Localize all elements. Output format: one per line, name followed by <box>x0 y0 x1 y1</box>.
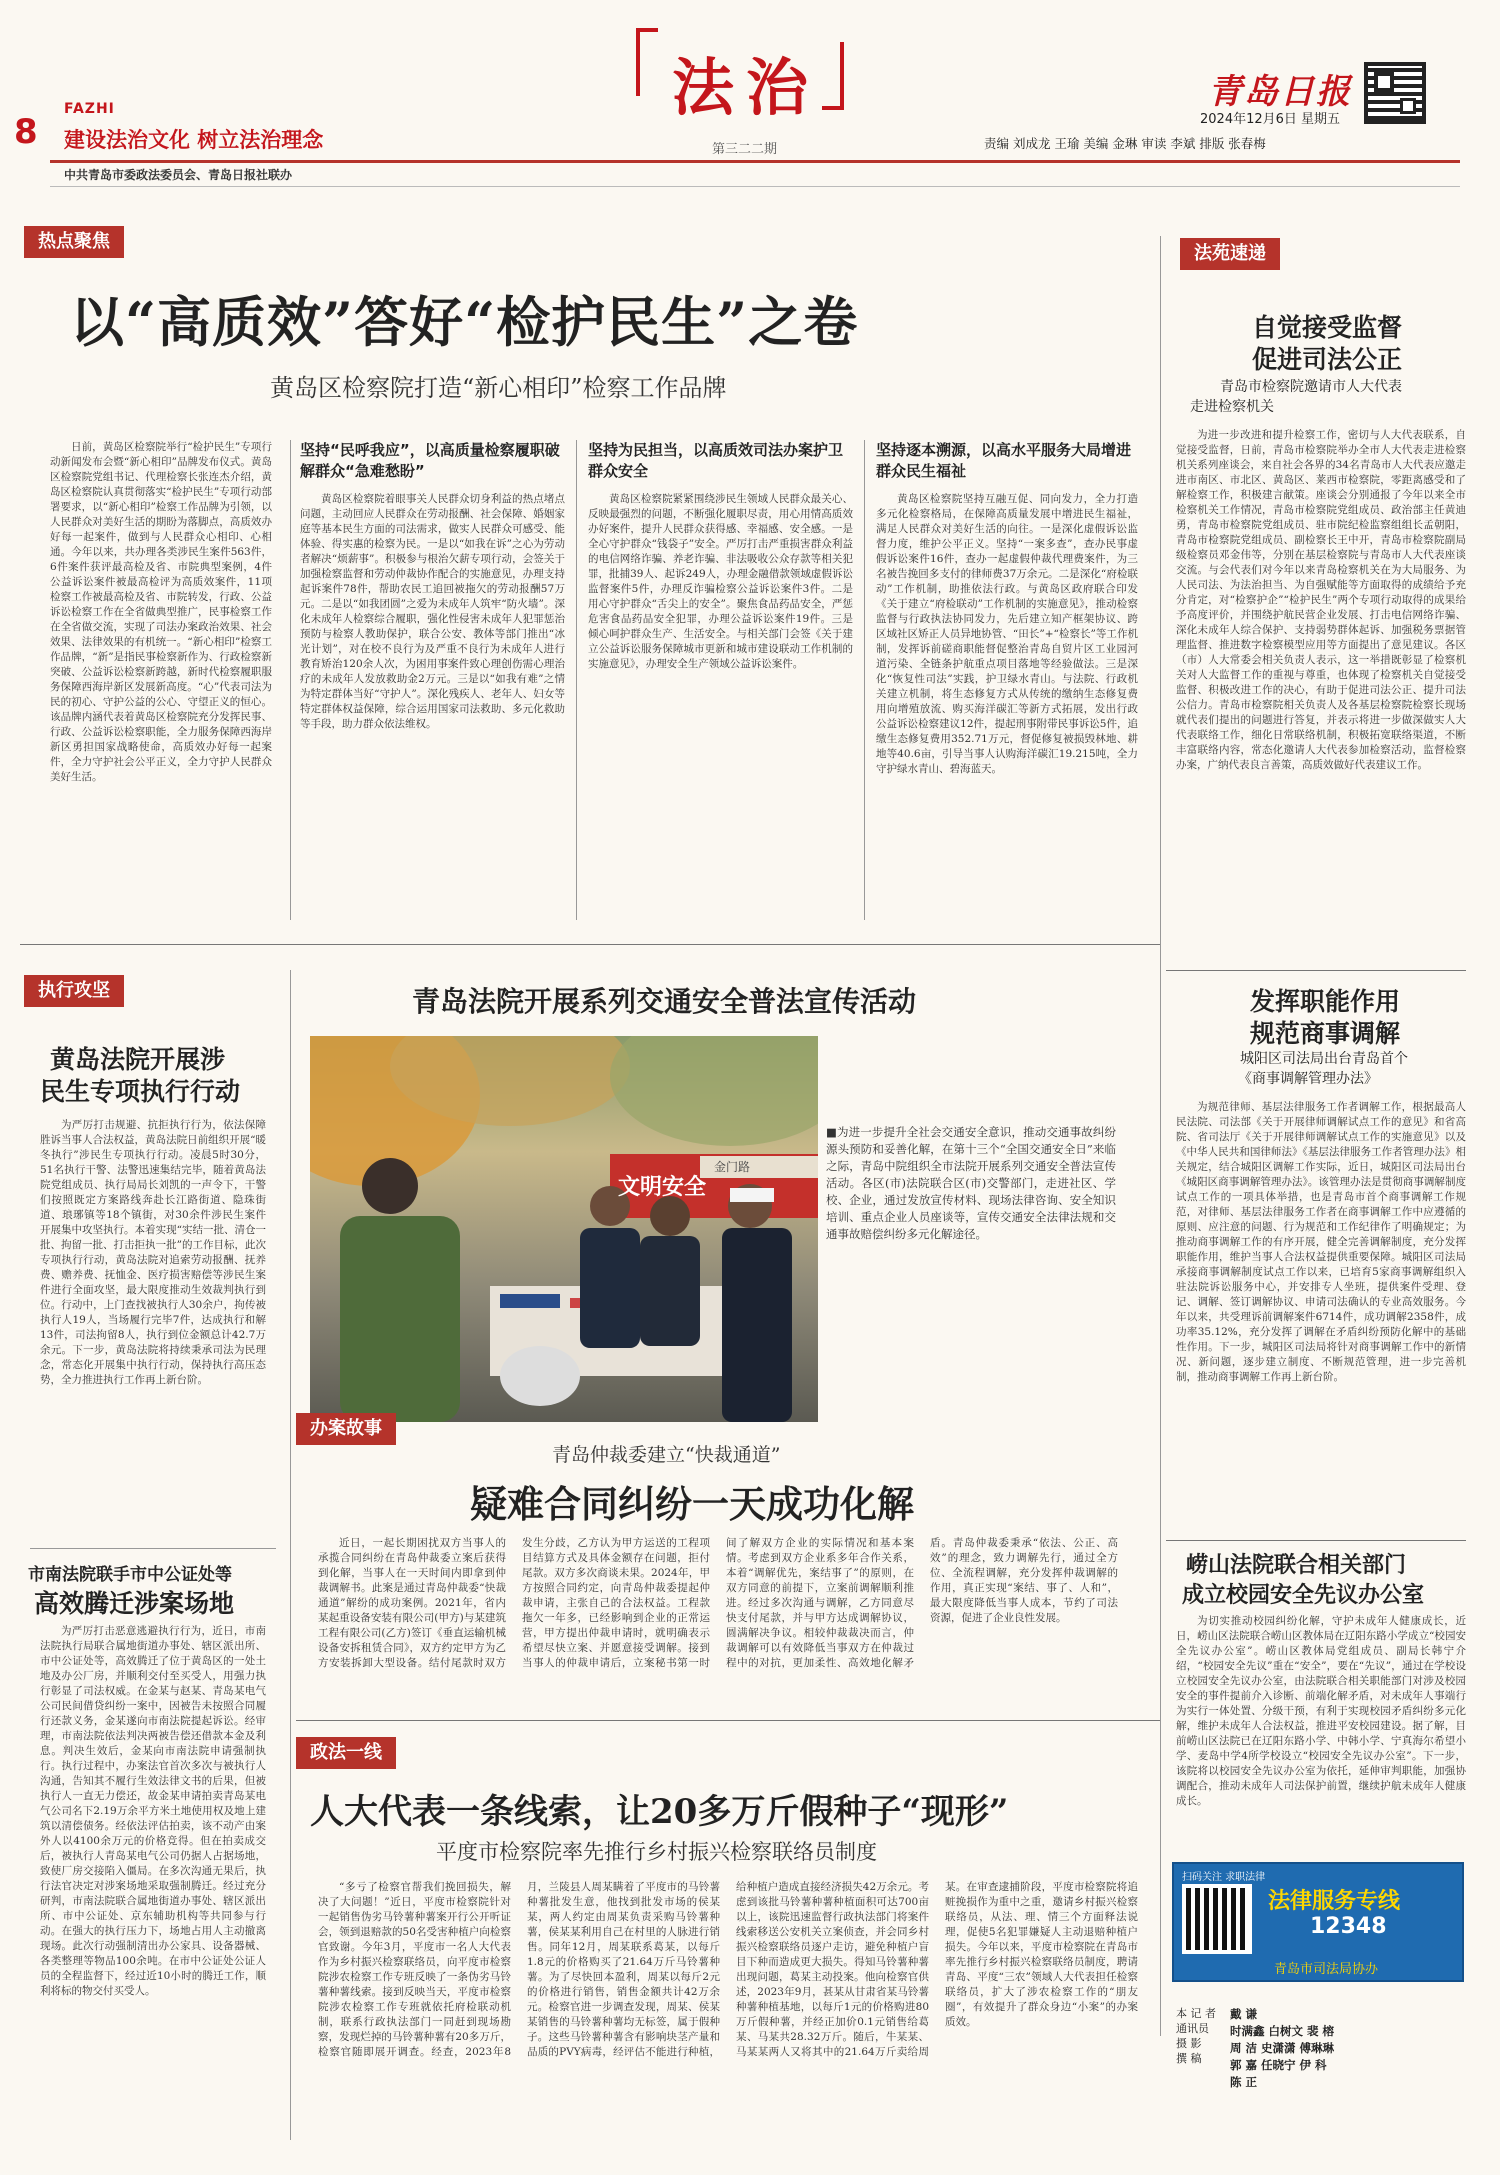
credit-label-reporter: 本 记 者 <box>1176 2007 1216 2020</box>
masthead-rule <box>50 160 1460 163</box>
masthead <box>0 0 1500 182</box>
news-photo <box>310 1036 818 1422</box>
exec-a1-title-1: 黄岛法院开展涉 <box>50 1045 226 1074</box>
right-low-headline-2: 成立校园安全先议办公室 <box>1182 1582 1425 1608</box>
column-3-title: 坚持逐本溯源，以高水平服务大局增进群众民生福祉 <box>876 441 1132 480</box>
right-low-text: 为切实推动校园纠纷化解，守护未成年人健康成长，近日，崂山区法院联合崂山区教体局在辽阳东路小学成立“校园安全先议办公室”。崂山区教体局党组成员、副局长韩宁介绍，“校园安全先议”重在“安全”，要在“先议”，通过在学校设立校园安全先议办公室，由法院联合相关职能部门对涉及校园安全的事件提前介入诊断、前端化解矛盾，对未成年人事端行为实行一体处置、分级干预，有利于实现校园矛盾纠纷多元化解，维护未成年人合法权益，推进平安校园建设。据了解，目前崂山区法院已在辽阳东路小学、中韩小学、宁真海尔希望小学、麦岛中学4所学校设立“校园安全先议办公室”。下一步，该院将以校园安全先议办公室为依托，延伸审判职能，加强协调配合，推动未成年人司法保护前置，继续护航未成年人健康成长。 <box>1176 1615 1466 1807</box>
exec-a2-title-1: 市南法院联手市中公证处等 <box>28 1565 232 1585</box>
tag-law-express: 法苑速递 <box>1180 238 1280 270</box>
tag-execution: 执行攻坚 <box>24 975 124 1007</box>
qr-code-masthead <box>1364 62 1426 124</box>
exec-a2-text: 为严厉打击恶意逃避执行行为，近日，市南法院执行局联合属地街道办事处、辖区派出所、市中公证处等，高效腾迁了位于黄岛区的一处土地及办公厂房，并顺利交付至买受人，用强力执行彰显了司法权威。在金某与赵某、青岛某电气公司民间借贷纠纷一案中，因被告未按照合同履行还款义务，金某遂向市南法院提起诉讼。经审理，市南法院依法判决两被告偿还借款本金及利息。判决生效后，金某向市南法院申请强制执行。执行过程中，办案法官首次多次与被执行人沟通，告知其不履行生效法律文书的后果，但被执行人一直无力偿还，故金某申请拍卖青岛某电气公司名下2.19万余平方米土地使用权及地上建筑以清偿债务。经依法评估拍卖，该不动产由案外人以4100余万元的价格竞得。但在拍卖成交后，被执行人青岛某电气公司仍据人占据场地，致使厂房交接陷入僵局。在多次沟通无果后，执行法官决定对涉案场地采取强制腾迁。经过充分研判，市南法院联合属地街道办事处、辖区派出所、市中公证处、京东辅助机构等共同参与行动。在强大的执行压力下，场地占用人主动撤离现场。此次行动强制清出办公家具、设备器械、各类整理等物品100余吨。在市中公证处公证人员的全程监督下，经过近10小时的腾迁工作，顺利将标的物交付买受人。 <box>40 1625 266 1997</box>
column-1-title: 坚持“民呼我应”，以高质量检察履职破解群众“急难愁盼” <box>300 441 560 480</box>
credit-names-5: 陈 正 <box>1230 2075 1258 2089</box>
right-mid-sub-2: 《商事调解管理办法》 <box>1238 1071 1378 1087</box>
exec-a1-text: 为严厉打击规避、抗拒执行行为，依法保障胜诉当事人合法权益，黄岛法院日前组织开展“暖冬执行”涉民生专项执行行动。凌晨5时30分，51名执行干警、法警迅速集结完毕，随着黄岛法院党组成员、执行局局长刘凯的一声令下，干警们按照既定方案路线奔赴长江路街道、隐珠街道、琅琊镇等18个镇街，对30余件涉民生案件开展集中攻坚执行。本着实现“实结一批、清仓一批、拘留一批、打击拒执一批”的工作目标，此次专项执行行动，黄岛法院对追索劳动报酬、抚养费、赡养费、抚恤金、医疗损害赔偿等涉民生案件进行全面攻坚，最大限度推动生效裁判执行到位。行动中，上门查找被执行人30余户，拘传被执行人19人，当场履行完毕7件，达成执行和解13件，司法拘留8人，执行到位金额总计42.7万余元。下一步，黄岛法院将持续秉承司法为民理念，常态化开展集中执行行动，保持执行高压态势，全力推进执行工作再上新台阶。 <box>40 1119 266 1386</box>
right-top-body <box>1176 428 1466 948</box>
issue-number: 第三二二期 <box>712 142 778 157</box>
section-bracket-right <box>818 40 846 110</box>
main-column-3 <box>876 440 1138 922</box>
right-top-headline-1: 自觉接受监督 <box>1252 313 1403 342</box>
right-top-sub-2: 走进检察机关 <box>1190 399 1274 415</box>
column-2-title: 坚持为民担当，以高质效司法办案护卫群众安全 <box>588 441 844 480</box>
editors-line: 责编 刘成龙 王瑜 美编 金琳 审读 李斌 排版 张春梅 <box>984 136 1266 151</box>
photo-scene <box>310 1036 818 1422</box>
right-mid-text: 为规范律师、基层法律服务工作者调解工作，根据最高人民法院、司法部《关于开展律师调解试点工作的意见》和省高院、省司法厅《关于开展律师调解试点工作的实施意见》以及《中华人民共和国律师法》《基层法律服务工作者管理办法》相关规定，结合城阳区调解工作实际，近日，城阳区司法局出台《城阳区商事调解管理办法》。该管理办法是贯彻商事调解制度试点工作的一项具体举措，也是青岛市首个商事调解工作规范，对律师、基层法律服务工作者在商事调解工作中应遵循的原则、应注意的问题、行为规范和工作纪律作了明确规定；为推动商事调解工作的有序开展，健全完善调解制度，充分发挥职能作用，维护当事人合法权益提供重要保障。城阳区司法局承接商事调解制度试点工作以来，已培育5家商事调解组织入驻法院诉讼服务中心，并安排专人坐班，提供案件受理、登记、调解、签订调解协议、申请司法确认的专业高效服务。今年以来，共受理诉前调解案件6714件，成功调解2358件，成功率35.12%，充分发挥了调解在矛盾纠纷预防化解中的基础性作用。下一步，城阳区司法局将针对商事调解工作中的新情况、新问题，逐步建立制度、不断规范管理，进一步完善机制，推动商事调解工作再上新台阶。 <box>1176 1101 1466 1383</box>
main-subheadline: 黄岛区检察院打造“新心相印”检察工作品牌 <box>270 374 727 402</box>
ad-footer: 青岛市司法局协办 <box>1274 1962 1379 1977</box>
slogan: 建设法治文化 树立法治理念 <box>64 128 324 152</box>
column-3-text: 黄岛区检察院坚持互融互促、同向发力，全力打造多元化检察格局，在保障高质量发展中增进民生福祉，满足人民群众对美好生活的向往。一是深化虚假诉讼监督力度，维护公平正义。坚持“一案多查”，查办民事虚假诉讼案件16件，查办一起虚假仲裁代理费案件，为三名被告挽回多支付的律师费37万余元。二是深化“府检联动”工作机制，助推依法行政。与黄岛区政府联合印发《关于建立“府检联动”工作机制的实施意见》，推动检察监督与行政执法协同发力，先后建立知产框架协议、跨区域社区矫正人员异地协管、“田长”+“检察长”等工作机制，发挥诉前磋商职能督促整治青岛自贸片区工业园河道污染、全链条护航重点项目落地等经验做法。三是深化“恢复性司法”实践，护卫绿水青山。与法院、行政机关建立机制，将生态修复方式从传统的缴纳生态修复费用向增殖放流、购买海洋碳汇等新方式拓展，发出行政公益诉讼检察建议12件，提起刑事附带民事诉讼5件，追缴生态修复费用352.71万元，督促修复被损毁林地、耕地等40.6亩，引导当事人认购海洋碳汇19.215吨，全力守护绿水青山、碧海蓝天。 <box>876 493 1138 775</box>
photo-banner-text: 文明安全 <box>618 1175 707 1200</box>
right-low-headline-1: 崂山法院联合相关部门 <box>1186 1552 1407 1578</box>
right-top-text: 为进一步改进和提升检察工作，密切与人大代表联系，自觉接受监督，日前，青岛市检察院举办全市人大代表走进检察机关系列座谈会，来自社会各界的34名青岛市人大代表应邀走进市南区、市北区、黄岛区、莱西市检察院，零距离感受和了解检察工作，积极建言献策。座谈会分别通报了今年以来全市检察机关工作情况，青岛市检察院党组成员、政治部主任黄迪勇，青岛市检察院党组成员、驻市院纪检监察组组长孟朝阳，青岛市检察院党组成员、副检察长王中开，青岛市检察院副局级检察员邓金伟等，分别在基层检察院与青岛市人大代表座谈交流。与会代表们对今年以来青岛检察机关在为大局服务、为人民司法、为法治担当、为自强赋能等方面取得的成绩给予充分肯定，对“检察护企”“检护民生”两个专项行动取得的成果给予高度评价，并围绕护航民营企业发展、打击电信网络诈骗、深化未成年人综合保护、支持弱势群体起诉、加强税务票据管理监督、推进数字检察模型应用等方面提出了意见建议。各区（市）人大常委会相关负责人表示，这一举措既彰显了检察机关对人大监督工作的重视与尊重，也体现了检察机关自觉接受监督、积极改进工作的决心，有助于促进司法公正、提升司法公信力。青岛市检察院相关负责人及各基层检察院检察长现场就代表们提出的问题进行答复，并表示将进一步做深做实人大代表联络工作，细化日常联络机制，积极拓宽联络渠道，不断丰富联络内容，常态化邀请人大代表参加检察活动，监督检察办案，广纳代表良言善策，高质效做好代表建议工作。 <box>1176 429 1466 771</box>
politics-body <box>318 1880 1138 2142</box>
right-mid-sub-1: 城阳区司法局出台青岛首个 <box>1240 1051 1408 1067</box>
exec-a1-body <box>40 1118 266 1548</box>
main-column-1 <box>300 440 565 922</box>
divider-intro <box>290 440 291 920</box>
case-story-text: 近日，一起长期困扰双方当事人的承揽合同纠纷在青岛仲裁委立案后获得到化解，当事人在一天时间内即拿到仲裁调解书。此案是通过青岛仲裁委“快裁通道”解纷的成功案例。2021年，省内某起重设备安装有限公司(甲方)与某建筑工程有限公司(乙方)签订《垂直运输机械设备安拆租赁合同》，双方约定甲方为乙方安装拆卸大型设备。结付尾款时双方发生分歧，乙方认为甲方运送的工程项目结算方式及具体金额存在问题，拒付尾款。双方多次商谈未果。2024年，甲方按照合同约定，向青岛仲裁委提起仲裁申请，主张自己的合法权益。工程款拖欠一年多，已经影响到企业的正常运营，甲方提出仲裁申请时，就明确表示希望尽快立案、并愿意接受调解。接到当事人的仲裁申请后，立案秘书第一时间了解双方企业的实际情况和基本案情。考虑到双方企业系多年合作关系，本着“调解优先，案结事了”的原则，在双方同意的前提下，立案前调解顺利推进。经过多次沟通与调解，乙方同意尽快支付尾款，并与甲方达成调解协议，圆满解决争议。相较仲裁裁决而言，仲裁调解可以有效降低当事双方在仲裁过程中的对抗，更加柔性、高效地化解矛盾。青岛仲裁委秉承“依法、公正、高效”的理念，致力调解先行，通过全方位、全流程调解，充分发挥仲裁调解的作用，真正实现“案结、事了、人和”，最大限度降低当事人成本，节约了司法资源，促进了企业良性发展。 <box>318 1537 1118 1669</box>
credit-names-2: 时满鑫 白树文 裴 榕 <box>1230 2024 1335 2038</box>
section-bracket-left <box>634 28 662 98</box>
page-number: 8 <box>14 112 38 152</box>
politics-headline: 人大代表一条线索，让20多万斤假种子“现形” <box>310 1792 1009 1832</box>
photo-caption-text: ■为进一步提升全社会交通安全意识，推动交通事故纠纷源头预防和妥善化解，在第十三个“全国交通安全日”来临之际，青岛中院组织全市法院开展系列交通安全普法宣传活动。各区(市)法院联合区(市)交警部门，走进社区、学校、企业，通过发放宣传材料、现场法律咨询、安全知识培训、重点企业人员座谈等，宣传交通安全法律法规和交通事故赔偿纠纷多元化解途径。 <box>826 1125 1116 1241</box>
divider-right-mid <box>1166 970 1466 971</box>
credit-label-writer: 撰 稿 <box>1176 2052 1202 2065</box>
exec-a2-title-2: 高效腾迁涉案场地 <box>34 1589 235 1618</box>
legal-hotline-ad <box>1172 1862 1464 1982</box>
tag-politics: 政法一线 <box>296 1737 396 1769</box>
main-headline: 以“高质效”答好“检护民生”之卷 <box>70 290 859 354</box>
divider-col2 <box>864 440 865 920</box>
divider-before-politics <box>296 1720 1160 1721</box>
photo-caption <box>826 1124 1116 1304</box>
ad-title: 法律服务专线 <box>1268 1889 1401 1914</box>
divider-col1 <box>576 440 577 920</box>
divider-exec <box>30 1548 276 1549</box>
ad-number: 12348 <box>1310 1914 1387 1939</box>
ad-qr-code <box>1182 1884 1252 1954</box>
divider-main-bottom <box>20 944 1160 945</box>
tag-case-story: 办案故事 <box>296 1413 396 1445</box>
right-low-body <box>1176 1614 1466 1854</box>
main-intro-text: 日前，黄岛区检察院举行“检护民生”专项行动新闻发布会暨“新心相印”品牌发布仪式。黄岛区检察院党组书记、代理检察长张连杰介绍，黄岛区检察院认真贯彻落实“检护民生”专项行动部署要求，以“新心相印”检察工作品牌为引领，以人民群众对美好生活的期盼为落脚点，高质效办好每一起案件，做到与人民群众心相印、心相通。今年以来，共办理各类涉民生案件563件，6件案件获评最高检及省、市院典型案例，4件公益诉讼案件被最高检评为高质效案件，11项检察工作被最高检及省、市院转发，行政、公益诉讼检察工作在全省做典型推广，民事检察工作在全省做交流，实现了司法办案政治效果、社会效果、法律效果的有机统一。“新心相印”检察工作品牌，“新”是指民事检察新作为、行政检察新突破、公益诉讼检察新跨越，新时代检察履职服务保障西海岸新区发展新高度。“心”代表司法为民的初心、守护公益的公心、守望正义的恒心。该品牌内涵代表着黄岛区检察院充分发挥民事、行政、公益诉讼检察职能，全力服务保障西海岸新区勇担国家战略使命，高质效办好每一起案件，全力守护社会公平正义，全力守护人民群众美好生活。 <box>50 441 272 783</box>
paper-name-logo: 青岛日报 <box>1208 72 1352 112</box>
tag-hot-focus: 热点聚焦 <box>24 226 124 258</box>
exec-a1-title-2: 民生专项执行行动 <box>40 1077 241 1106</box>
column-1-text: 黄岛区检察院着眼事关人民群众切身利益的热点堵点问题，主动回应人民群众在劳动报酬、社会保障、婚姻家庭等基本民生方面的司法需求，做实人民群众可感受、能体验、得实惠的检察为民。一是以“如我在诉”之心为劳动者解决“烦薪事”。积极参与根治欠薪专项行动，会签关于加强检察监督和劳动仲裁协作配合的实施意见，办理支持起诉案件78件，帮助农民工追回被拖欠的劳动报酬57万元。二是以“如我团圆”之爱为未成年人筑牢“防火墙”。深化未成年人检察综合履职，强化性侵害未成年人犯罪惩治预防与检察人教助保护，联合公安、教体等部门推出“冰光计划”，对在校不良行为及严重不良行为未成年人进行教育矫治120余人次，为困用事案件致心理创伤需心理治疗的未成年人发放救助金2万元。三是以“如我有难”之情为特定群体当好“守护人”。深化残疾人、老年人、妇女等特定群体权益保障，综合运用国家司法救助、多元化救助等手段，助力群众依法维权。 <box>300 493 565 730</box>
credit-label-correspondent: 通讯员 <box>1176 2022 1209 2035</box>
sponsors-line: 中共青岛市委政法委员会、青岛日报社联办 <box>64 168 293 182</box>
exec-a2-body <box>40 1624 266 2124</box>
credit-names-1: 戴 谦 <box>1230 2007 1258 2021</box>
main-intro <box>50 440 272 920</box>
credits-names <box>1230 2006 1470 2091</box>
politics-subheadline: 平度市检察院率先推行乡村振兴检察联络员制度 <box>436 1840 877 1864</box>
right-mid-headline-2: 规范商事调解 <box>1250 1019 1401 1048</box>
section-pinyin: FAZHI <box>64 101 115 117</box>
credits-labels <box>1176 2006 1220 2066</box>
main-column-2 <box>588 440 853 922</box>
divider-under-masthead <box>50 186 1460 187</box>
case-story-headline: 疑难合同纠纷一天成功化解 <box>470 1482 914 1526</box>
right-top-sub-1: 青岛市检察院邀请市人大代表 <box>1220 379 1402 395</box>
divider-right-column <box>1160 236 1161 2036</box>
right-mid-headline-1: 发挥职能作用 <box>1250 987 1401 1016</box>
credit-label-photo: 摄 影 <box>1176 2037 1202 2050</box>
ad-top-label: 扫码关注 求职法律 <box>1182 1872 1266 1883</box>
divider-right-low <box>1166 1540 1466 1541</box>
column-2-text: 黄岛区检察院紧紧围绕涉民生领域人民群众最关心、反映最强烈的问题，不断强化履职尽责，用心用情高质效办好案件，提升人民群众获得感、幸福感、安全感。一是全心守护群众“钱袋子”安全。严厉打击严重损害群众利益的电信网络诈骗、养老诈骗、非法吸收公众存款等相关犯罪，批捕39人、起诉249人，办理金融借款领域虚假诉讼监督案件5件，办理反诈骗检察公益诉讼案件3件。二是用心守护群众“舌尖上的安全”。聚焦食品药品安全，严惩危害食品药品安全犯罪，办理公益诉讼案件19件。三是倾心呵护群众生产、生活安全。与相关部门会签《关于建立公益诉讼服务保障城市更新和城市建设联动工作机制的实施意见》，办理安全生产领域公益诉讼案件。 <box>588 493 853 670</box>
issue-date: 2024年12月6日 星期五 <box>1200 112 1341 127</box>
photo-story-headline: 青岛法院开展系列交通安全普法宣传活动 <box>412 985 917 1018</box>
case-story-body <box>318 1536 1118 1706</box>
right-mid-body <box>1176 1100 1466 1530</box>
divider-left-column <box>290 970 291 2140</box>
photo-banner-sub: 金门路 <box>714 1160 751 1174</box>
credit-names-4: 郭 嘉 任晓宁 伊 科 <box>1230 2058 1327 2072</box>
case-story-overline: 青岛仲裁委建立“快裁通道” <box>552 1444 781 1466</box>
section-name: 法治 <box>672 51 821 124</box>
politics-text: “多亏了检察官帮我们挽回损失，解决了大问题！”近日，平度市检察院针对一起销售伪劣马铃薯种薯案开行公开听证会，领到退赔款的50名受害种植户向检察官致谢。今年3月，平度市一名人大代表作为乡村振兴检察联络员，向平度市检察院涉农检察工作专班反映了一条伪劣马铃薯种薯线索。接到反映当天，平度市检察院涉农检察工作专班就依托府检联动机制，联系行政执法部门一同赶到现场勘察，发现烂掉的马铃薯种薯有20多万斤，检察官随即展开调查。经查，2023年8月，兰陵县人周某瞒着了平度市的马铃薯种薯批发生意，他找到批发市场的侯某某，两人约定由周某负责采购马铃薯种薯，侯某某利用自己在村里的人脉进行销售。同年12月，周某联系葛某，以每斤1.8元的价格购买了21.64万斤马铃薯种薯。为了尽快回本盈利，周某以每斤2元的价格进行销售，销售金额共计42万余元。检察官进一步调查发现，周某、侯某某销售的马铃薯种薯均无标签，属于假种子。这些马铃薯种薯含有影响块茎产量和品质的PVY病毒，经评估不能进行种植，给种植户造成直接经济损失42万余元。考虑到该批马铃薯种薯种植面积可达700亩以上，该院迅速监督行政执法部门将案件线索移送公安机关立案侦查，并会同乡村振兴检察联络员逐户走访，避免种植户盲目下种而造成更大损失。得知马铃薯种薯出现问题，葛某主动投案。他向检察官供述，2023年9月，甚某从甘肃省某马铃薯种薯种植基地，以每斤1元的价格购进80万斤假种薯，并经正加价0.1元销售给葛某、马某共28.32万斤。随后，牛某某、马某某两人又将其中的21.64万斤卖给周某。在审查逮捕阶段，平度市检察院将追赃挽损作为重中之重，邀请乡村振兴检察联络员，从法、理、情三个方面释法说理，促使5名犯罪嫌疑人主动退赔种植户损失。今年以来，平度市检察院在青岛市率先推行乡村振兴检察联络员制度，聘请青岛、平度“三农”领域人大代表担任检察联络员，扩大了涉农检察工作的“朋友圈”，有效提升了群众身边“小案”的办案质效。 <box>318 1881 1138 2058</box>
credit-names-3: 周 洁 史潇潇 傅琳琳 <box>1230 2041 1335 2055</box>
right-top-headline-2: 促进司法公正 <box>1252 345 1403 374</box>
